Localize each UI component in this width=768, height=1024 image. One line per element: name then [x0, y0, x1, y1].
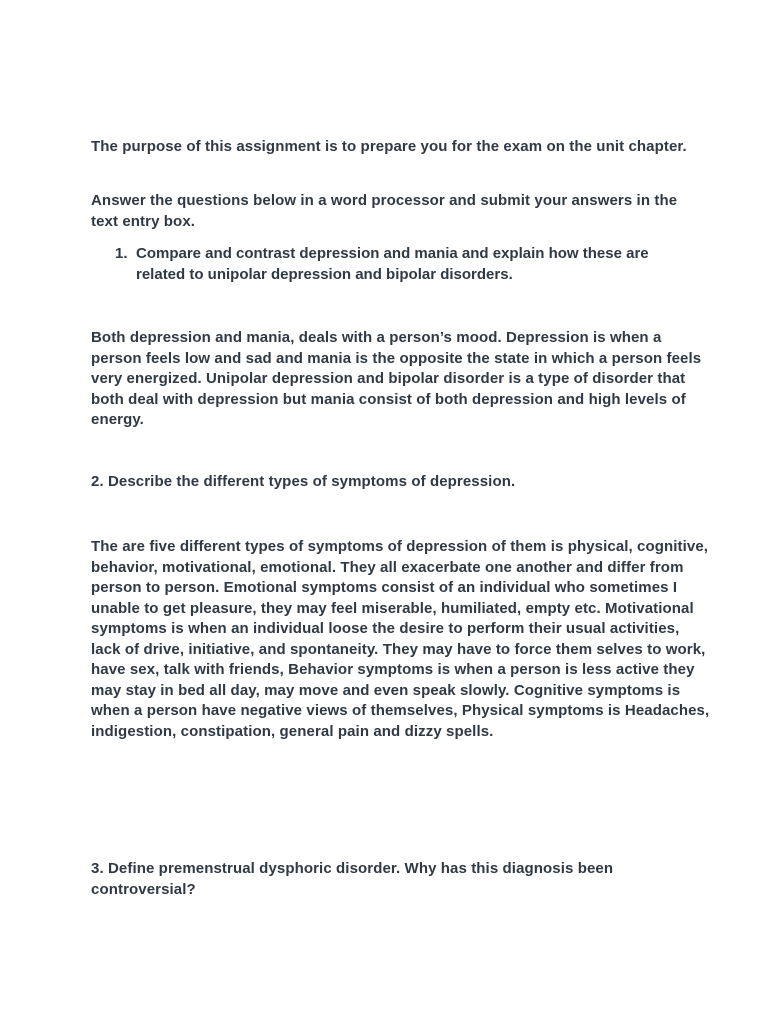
intro-paragraph-instructions: Answer the questions below in a word processor and submit your answers in the text entry box. [91, 192, 678, 230]
question-1 [115, 244, 695, 285]
question-1-text: Compare and contrast depression and mania and explain how these are related to unipolar depression and bipolar disorders. [136, 245, 649, 283]
question-2: 2. Describe the different types of symptoms of depression. [91, 473, 516, 490]
question-1-number: 1. [115, 245, 128, 262]
intro-paragraph-purpose: The purpose of this assignment is to prepare you for the exam on the unit chapter. [91, 138, 687, 155]
answer-2: The are five different types of symptoms of depression of them is physical, cognitive, behavior, motivational, emotional. They all exacerbate one another and differ from person to person. Emotional symptoms consist of an individual who sometimes I unable to get pleasure, they may feel miserable, humiliated, empty etc. Motivational symptoms is when an individual loose the desire to perform their usual activities, lack of drive, initiative, and spontaneity. They may have to force them selves to work, have sex, talk with friends, Behavior symptoms is when a person is less active they may stay in bed all day, may move and even speak slowly. Cognitive symptoms is when a person have negative views of themselves, Physical symptoms is Headaches, indigestion, constipation, general pain and dizzy spells. [91, 538, 710, 740]
answer-1: Both depression and mania, deals with a person’s mood. Depression is when a person feels low and sad and mania is the opposite the state in which a person feels very energized. Unipolar depression and bipolar disorder is a type of disorder that both deal with depression but mania consist of both depression and high levels of energy. [91, 329, 702, 428]
question-3: 3. Define premenstrual dysphoric disorder. Why has this diagnosis been controversial? [91, 860, 614, 898]
